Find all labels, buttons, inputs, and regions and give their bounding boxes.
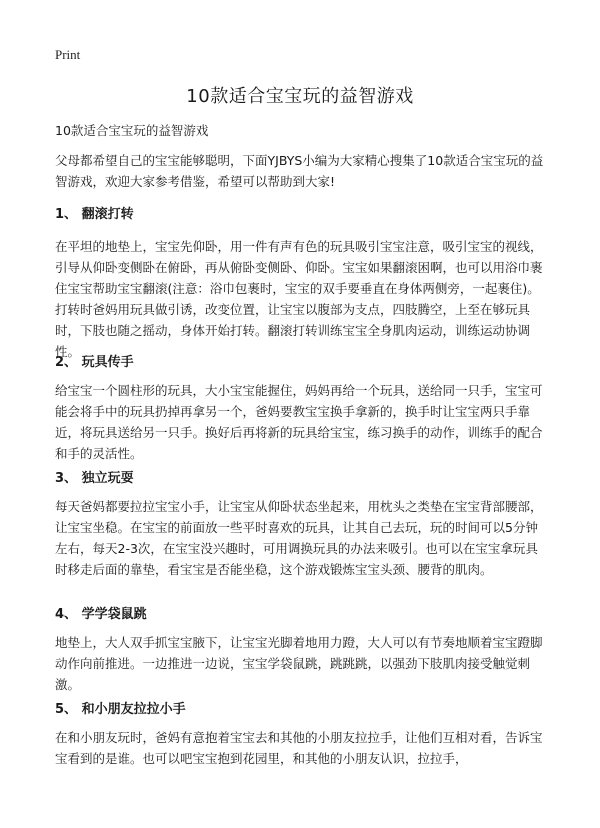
document-title: 10款适合宝宝玩的益智游戏 xyxy=(186,86,414,107)
print-link[interactable]: Print xyxy=(55,47,81,62)
section-heading-2: 2、 玩具传手 xyxy=(55,355,134,370)
section-heading-5: 5、 和小朋友拉拉小手 xyxy=(55,702,186,717)
section-body-1: 在平坦的地垫上，宝宝先仰卧，用一件有声有色的玩具吸引宝宝注意，吸引宝宝的视线，引导从仰卧变侧卧在俯卧，再从俯卧变侧卧、仰卧。宝宝如果翻滚困啊，也可以用浴巾裹住宝宝帮助宝宝翻滚(注意：浴巾包裹时，宝宝的双手要垂直在身体两侧旁，一起裹住)。打转时爸妈用玩具做引诱，改变位置，让宝宝以腹部为支点，四肢腾空，上至在够玩具时，下肢也随之摇动，身体开始打转。翻滚打转训练宝宝全身肌肉运动，训练运动协调性。 xyxy=(55,239,543,359)
section-heading-4: 4、 学学袋鼠跳 xyxy=(55,607,147,622)
intro-paragraph: 父母都希望自己的宝宝能够聪明，下面YJBYS小编为大家精心搜集了10款适合宝宝玩的益智游戏，欢迎大家参考借鉴，希望可以帮助到大家! xyxy=(55,153,544,189)
section-heading-1: 1、 翻滚打转 xyxy=(55,207,134,222)
section-heading-3: 3、 独立玩耍 xyxy=(55,471,134,486)
section-body-2: 给宝宝一个圆柱形的玩具，大小宝宝能握住，妈妈再给一个玩具，送给同一只手，宝宝可能会将手中的玩具扔掉再拿另一个，爸妈要教宝宝换手拿新的，换手时让宝宝两只手靠近，将玩具送给另一只手。换好后再将新的玩具给宝宝，练习换手的动作，训练手的配合和手的灵活性。 xyxy=(55,383,543,461)
section-body-3: 每天爸妈都要拉拉宝宝小手，让宝宝从仰卧状态坐起来，用枕头之类垫在宝宝背部腰部，让宝宝坐稳。在宝宝的前面放一些平时喜欢的玩具，让其自己去玩，玩的时间可以5分钟左右，每天2-3次，在宝宝没兴趣时，可用调换玩具的办法来吸引。也可以在宝宝拿玩具时移走后面的靠垫，看宝宝是否能坐稳，这个游戏锻炼宝宝头颈、腰背的肌肉。 xyxy=(55,499,543,577)
section-body-4: 地垫上，大人双手抓宝宝腋下，让宝宝光脚着地用力蹬，大人可以有节奏地顺着宝宝蹬脚动作向前推进。一边推进一边说，宝宝学袋鼠跳，跳跳跳，以强劲下肢肌肉接受触觉刺激。 xyxy=(55,635,543,692)
section-body-5: 在和小朋友玩时，爸妈有意抱着宝宝去和其他的小朋友拉拉手，让他们互相对看，告诉宝宝看到的是谁。也可以吧宝宝抱到花园里，和其他的小朋友认识，拉拉手， xyxy=(55,730,543,766)
document-subtitle: 10款适合宝宝玩的益智游戏 xyxy=(55,123,209,138)
